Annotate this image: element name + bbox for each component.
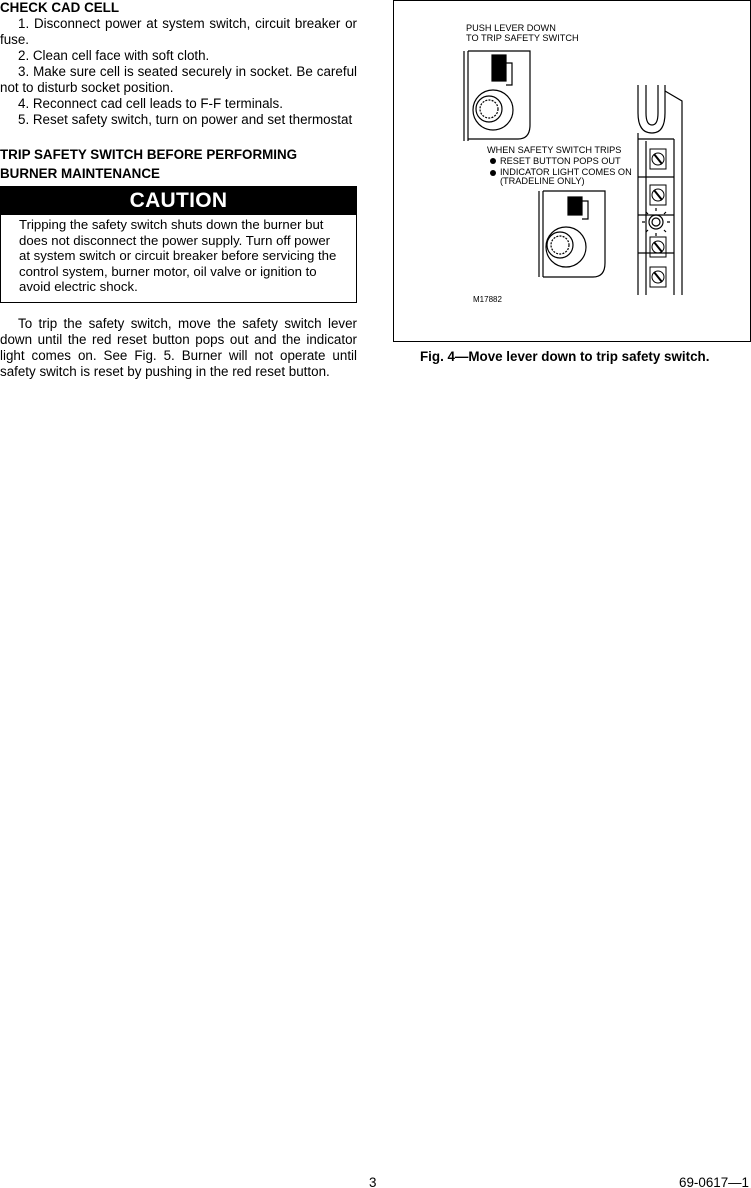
figure-id: M17882 bbox=[473, 295, 502, 304]
step-1: 1. Disconnect power at system switch, circuit breaker or fuse. bbox=[0, 16, 357, 47]
caution-box bbox=[0, 186, 357, 303]
terminal-strip bbox=[638, 85, 682, 295]
left-column bbox=[0, 0, 357, 380]
page-number: 3 bbox=[369, 1175, 377, 1188]
caution-heading: CAUTION bbox=[1, 187, 356, 215]
figure-label-when-trips: WHEN SAFETY SWITCH TRIPS bbox=[487, 145, 622, 155]
figure-label-trip-switch: TO TRIP SAFETY SWITCH bbox=[466, 33, 579, 43]
step-3: 3. Make sure cell is seated securely in socket. Be careful not to disturb socket position. bbox=[0, 64, 357, 95]
step-2: 2. Clean cell face with soft cloth. bbox=[18, 48, 210, 63]
bullet-dot-2 bbox=[490, 170, 496, 176]
caution-text: Tripping the safety switch shuts down the burner but does not disconnect the power supply. Turn off power at system switch or circuit breaker before servicing the control system, burner motor, oil valve or ignition to avoid electric shock. bbox=[19, 217, 337, 295]
figure-4 bbox=[393, 0, 751, 342]
figure-bullet-indicator-light: INDICATOR LIGHT COMES ON bbox=[500, 167, 632, 177]
figure-bullet-tradeline: (TRADELINE ONLY) bbox=[500, 176, 585, 186]
figure-caption: Fig. 4—Move lever down to trip safety switch. bbox=[420, 349, 710, 364]
trip-instructions-paragraph: To trip the safety switch, move the safety switch lever down until the red reset button pops out and the indicator light comes on. See Fig. 5. Burner will not operate until safety switch is reset by pushing in the red reset button. bbox=[0, 315, 357, 379]
trip-section-title: TRIP SAFETY SWITCH BEFORE PERFORMING BURNER MAINTENANCE bbox=[0, 147, 298, 181]
step-5: 5. Reset safety switch, turn on power and set thermostat bbox=[18, 112, 353, 127]
step-4: 4. Reconnect cad cell leads to F-F terminals. bbox=[18, 96, 283, 111]
control-housing-upper bbox=[464, 51, 530, 141]
figure-bullet-reset-button: RESET BUTTON POPS OUT bbox=[500, 156, 621, 166]
check-cad-cell-title: CHECK CAD CELL bbox=[0, 0, 120, 15]
control-housing-lower bbox=[539, 191, 605, 277]
document-number: 69-0617—1 bbox=[679, 1175, 749, 1188]
bullet-dot-1 bbox=[490, 158, 496, 164]
figure-label-push-lever: PUSH LEVER DOWN bbox=[466, 23, 556, 33]
